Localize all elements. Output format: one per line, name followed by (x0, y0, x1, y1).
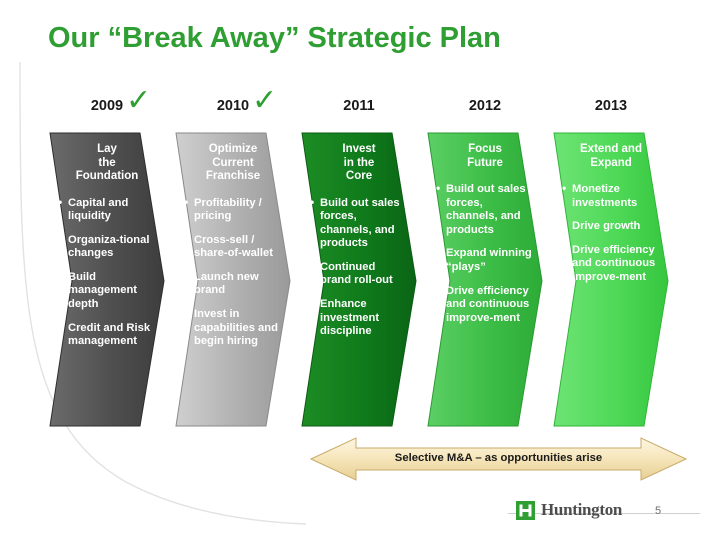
chevron-content-2011 (300, 131, 418, 428)
chevron-heading-2011: Invest in the Core (342, 143, 376, 182)
chevron-heading-2013: Extend and Expand (580, 143, 642, 169)
year-label-2012: 2012 (468, 98, 502, 114)
bullet-list-2013 (561, 183, 661, 285)
list-item: • Expand winning “plays” (435, 247, 535, 274)
year-label-2013: 2013 (594, 98, 628, 114)
year-label-2010: 2010 (216, 98, 250, 114)
list-item: • Monetize investments (561, 183, 661, 210)
logo-mark-icon (516, 501, 535, 520)
list-item: • Build out sales forces, channels, and products (435, 183, 535, 237)
chevron-heading-2010: Optimize Current Franchise (205, 143, 261, 182)
bullet-list-2009 (57, 197, 157, 349)
list-item: • Launch new brand (183, 271, 283, 298)
list-item: • Organiza-tional changes (57, 234, 157, 261)
list-item: • Credit and Risk management (57, 322, 157, 349)
list-item: • Drive efficiency and continuous improve-ment (561, 244, 661, 285)
chevron-content-2012 (426, 131, 544, 428)
list-item: • Build out sales forces, channels, and products (309, 197, 409, 251)
chevron-content-2009 (48, 131, 166, 428)
list-item: • Drive efficiency and continuous improve-ment (435, 285, 535, 326)
logo-text: Huntington (541, 500, 623, 519)
bullet-list-2010 (183, 197, 283, 349)
list-item: • Invest in capabilities and begin hiring (183, 308, 283, 349)
list-item: • Capital and liquidity (57, 197, 157, 224)
checkmark-2009: ✓ (126, 83, 152, 118)
year-label-2011: 2011 (343, 98, 375, 114)
chevron-content-2013 (552, 131, 670, 428)
checkmark-2010: ✓ (252, 83, 278, 118)
year-label-2009: 2009 (90, 98, 124, 114)
chevron-content-2010 (174, 131, 292, 428)
banner-label: Selective M&A – as opportunities arise (394, 452, 603, 464)
huntington-logo (516, 500, 622, 520)
bullet-list-2011 (309, 197, 409, 339)
bullet-list-2012 (435, 183, 535, 325)
list-item: • Build management depth (57, 271, 157, 312)
list-item: • Enhance investment discipline (309, 298, 409, 339)
list-item: • Profitability / pricing (183, 197, 283, 224)
chevron-heading-2012: Focus Future (467, 143, 503, 169)
page-number: 5 (655, 505, 662, 517)
list-item: • Drive growth (561, 220, 661, 234)
chevron-heading-2009: Lay the Foundation (75, 143, 139, 182)
list-item: • Cross-sell / share-of-wallet (183, 234, 283, 261)
page-title: Our “Break Away” Strategic Plan (48, 22, 501, 54)
list-item: • Continued brand roll-out (309, 261, 409, 288)
